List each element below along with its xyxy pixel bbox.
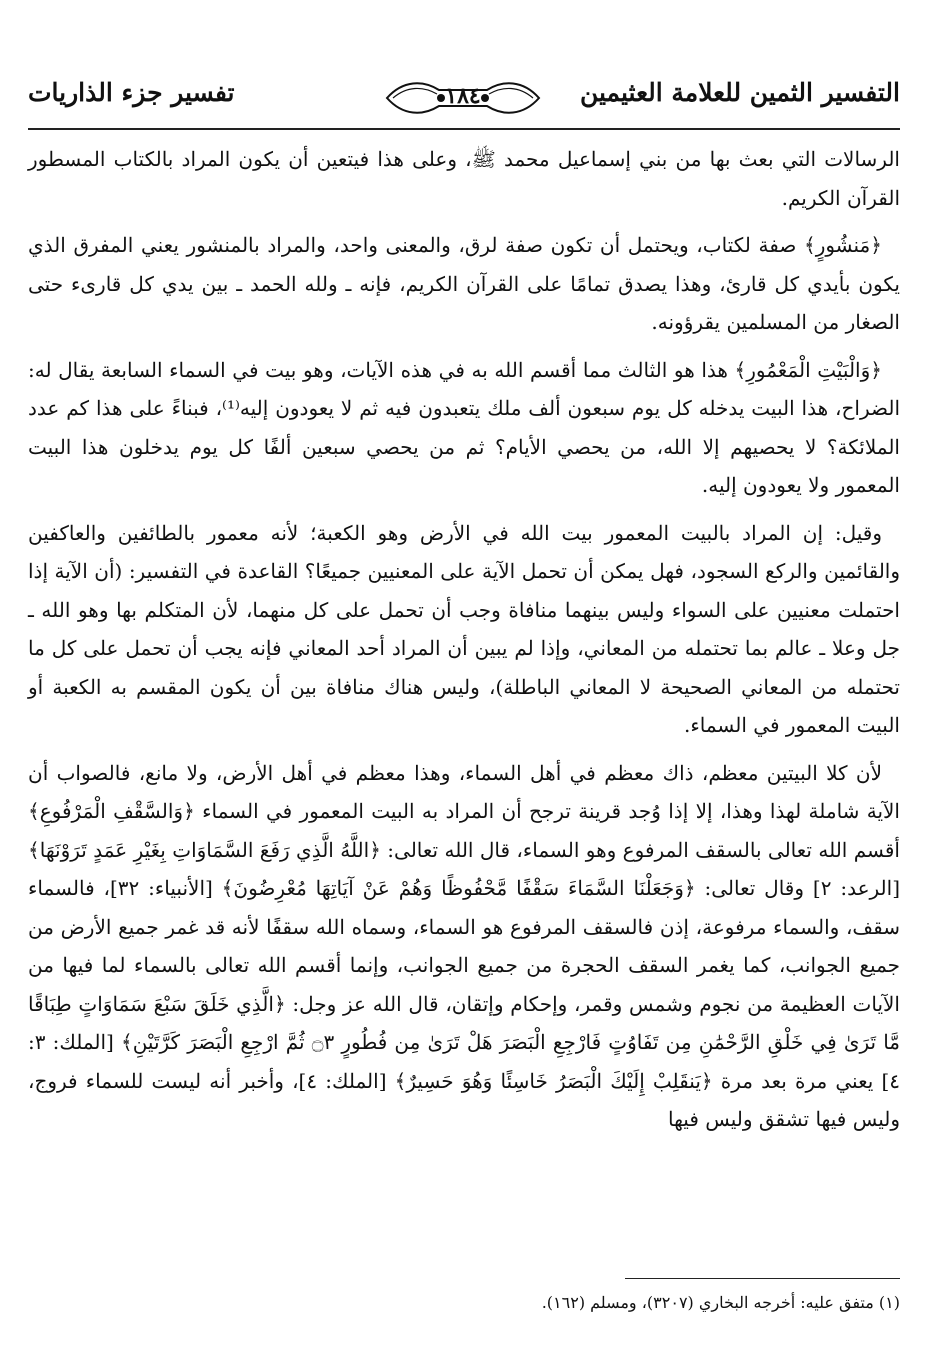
book-title: التفسير الثمين للعلامة العثيمين bbox=[579, 78, 900, 107]
paragraph-1: الرسالات التي بعث بها من بني إسماعيل محمد ﷺ، وعلى هذا فيتعين أن يكون المراد بالكتاب المسطور القرآن الكريم. bbox=[28, 147, 900, 210]
footnote: (١) متفق عليه: أخرجه البخاري (٣٢٠٧)، ومسلم (١٦٢). bbox=[541, 1293, 900, 1312]
paragraph-5: لأن كلا البيتين معظم، ذاك معظم في أهل السماء، وهذا معظم في أهل الأرض، ولا مانع، فالصواب أن الآية شاملة لهذا وهذا، إلا إذا وُجد قرينة ترجح أن المراد به البيت المعمور في السماء ﴿وَالسَّقْفِ الْمَرْفُوعِ﴾ أقسم الله تعالى بالسقف المرفوع وهو السماء، قال الله تعالى: ﴿اللَّهُ الَّذِي رَفَعَ السَّمَاوَاتِ بِغَيْرِ عَمَدٍ تَرَوْنَهَا﴾ [الرعد: ٢] وقال تعالى: ﴿وَجَعَلْنَا السَّمَاءَ سَقْفًا مَّحْفُوظًا وَهُمْ عَنْ آيَاتِهَا مُعْرِضُونَ﴾ [الأنبياء: ٣٢]، فالسماء سقف، والسماء مرفوعة، إذن فالسقف المرفوع هو السماء، وسماه الله سقفًا لأنه قد غمر جميع الأرض من جميع الجوانب، كما يغمر السقف الحجرة من جميع الجوانب، وإنما أقسم الله تعالى بالسماء لما فيها من الآيات العظيمة من نجوم وشمس وقمر، وإحكام وإتقان، قال الله عز وجل: ﴿الَّذِي خَلَقَ سَبْعَ سَمَاوَاتٍ طِبَاقًا مَّا تَرَىٰ فِي خَلْقِ الرَّحْمَٰنِ مِن تَفَاوُتٍ فَارْجِعِ الْبَصَرَ هَلْ تَرَىٰ مِن فُطُورٍ ۝٣ ثُمَّ ارْجِعِ الْبَصَرَ كَرَّتَيْنِ﴾ [الملك: ٣: ٤] يعني مرة بعد مرة ﴿يَنقَلِبْ إِلَيْكَ الْبَصَرُ خَاسِئًا وَهُوَ حَسِيرٌ﴾ [الملك: ٤]، وأخبر أنه ليست للسماء فروج، وليس فيها تشقق وليس فيها bbox=[28, 760, 901, 1131]
footnote-rule bbox=[625, 1278, 900, 1279]
section-title: تفسير جزء الذاريات bbox=[28, 78, 235, 107]
page-body bbox=[28, 140, 900, 1148]
page-header bbox=[28, 78, 900, 124]
paragraph-3: ﴿وَالْبَيْتِ الْمَعْمُورِ﴾ هذا هو الثالث مما أقسم الله به في هذه الآيات، وهو بيت في السماء السابعة يقال له: الضراح، هذا البيت يدخله كل يوم سبعون ألف ملك يتعبدون فيه ثم لا يعودون إليه⁽¹⁾، فبناءً على هذا كم عدد الملائكة؟ لا يحصيهم إلا الله، من يحصي الأيام؟ ثم من يحصي سبعين ألفًا كل يوم يدخلون هذا البيت المعمور ولا يعودون إليه. bbox=[28, 357, 900, 497]
page-number: ١٨٤ bbox=[445, 83, 481, 109]
header-rule bbox=[28, 128, 900, 130]
paragraph-2: ﴿مَنشُورٍ﴾ صفة لكتاب، ويحتمل أن تكون صفة لرق، والمعنى واحد، والمراد بالمنشور يعني المفرق الذي يكون بأيدي كل قارئ، وهذا يصدق تمامًا على القرآن الكريم، فإنه ـ ولله الحمد ـ بين يدي كل قارىء حتى الصغار من المسلمين يقرؤونه. bbox=[28, 233, 900, 334]
paragraph-4: وقيل: إن المراد بالبيت المعمور بيت الله في الأرض وهو الكعبة؛ لأنه معمور بالطائفين والعاكفين والقائمين والركع السجود، فهل يمكن أن تحمل الآية على المعنيين جميعًا؟ القاعدة في التفسير: (أن الآية إذا احتملت معنيين على السواء وليس بينهما منافاة وجب أن تحمل على كل منهما، لأن المتكلم بها وهو الله ـ جل وعلا ـ عالم بما تحتمله من المعاني، وإذا لم يبين أن المراد أحد المعاني فإنه يجب أن تحمل على كل ما تحتمله من المعاني الصحيحة لا المعاني الباطلة)، وليس هناك منافاة بين أن يكون المقسم به الكعبة أو البيت المعمور في السماء. bbox=[28, 520, 900, 737]
page-number-ornament bbox=[383, 76, 543, 120]
